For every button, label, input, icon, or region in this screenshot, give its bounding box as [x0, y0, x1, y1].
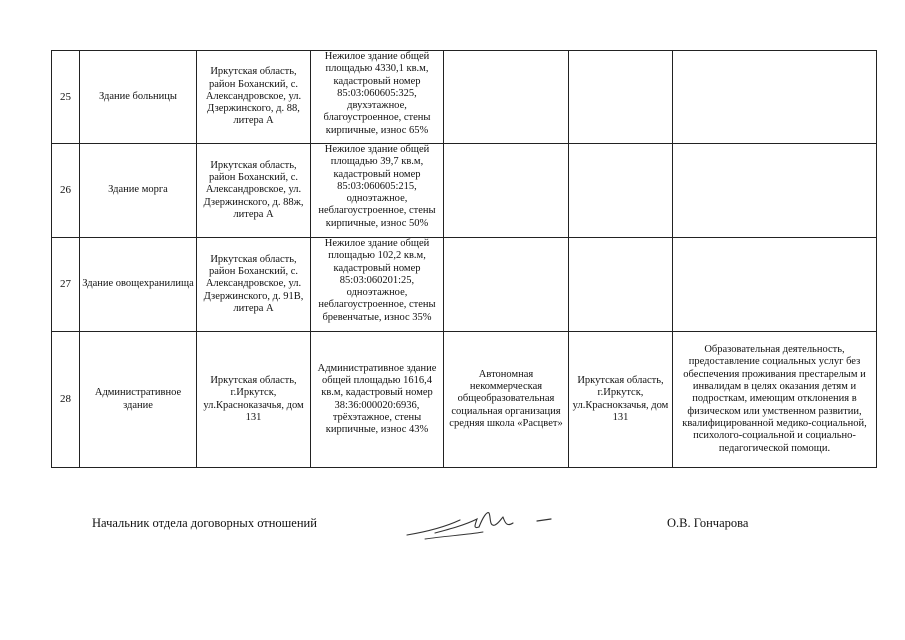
object-address: Иркутская область, район Боханский, с. Александровское, ул. Дзержинского, д. 91В, литера А	[197, 238, 311, 332]
table-row	[52, 144, 877, 238]
activity	[673, 144, 877, 238]
owner-address	[569, 51, 673, 144]
row-number: 26	[52, 144, 80, 238]
object-name: Здание овощехранилища	[80, 238, 197, 332]
table-row	[52, 332, 877, 468]
signatory-name: О.В. Гончарова	[667, 516, 749, 530]
object-address: Иркутская область, г.Иркутск, ул.Красноказачья, дом 131	[197, 332, 311, 468]
object-description: Нежилое здание общей площадью 39,7 кв.м, кадастровый номер 85:03:060605:215, одноэтажное, неблагоустроенное, стены кирпичные, износ 50%	[311, 144, 444, 238]
object-name: Здание морга	[80, 144, 197, 238]
row-number: 27	[52, 238, 80, 332]
object-description: Нежилое здание общей площадью 102,2 кв.м, кадастровый номер 85:03:060201:25, одноэтажное, неблагоустроенное, стены бревенчатые, износ 35%	[311, 238, 444, 332]
table-row	[52, 238, 877, 332]
object-address: Иркутская область, район Боханский, с. Александровское, ул. Дзержинского, д. 88ж, литера А	[197, 144, 311, 238]
signatory-position: Начальник отдела договорных отношений	[92, 516, 317, 530]
activity	[673, 238, 877, 332]
signature-image	[405, 505, 555, 545]
owner-name	[444, 144, 569, 238]
table-row	[52, 51, 877, 144]
owner-address	[569, 144, 673, 238]
property-table	[51, 50, 877, 468]
object-description: Нежилое здание общей площадью 4330,1 кв.м, кадастровый номер 85:03:060605:325, двухэтажное, благоустроенное, стены кирпичные, износ 65%	[311, 51, 444, 144]
owner-name	[444, 238, 569, 332]
object-name: Административное здание	[80, 332, 197, 468]
owner-name	[444, 51, 569, 144]
owner-address	[569, 238, 673, 332]
row-number: 25	[52, 51, 80, 144]
object-name: Здание больницы	[80, 51, 197, 144]
row-number: 28	[52, 332, 80, 468]
activity	[673, 51, 877, 144]
activity: Образовательная деятельность, предоставление социальных услуг без обеспечения проживания престарелым и инвалидам в целях оказания детям и подросткам, имеющим отклонения в физическом или умственном развитии, квалифицированной медико-социальной, психолого-социальной и социально-педагогической помощи.	[673, 332, 877, 468]
object-description: Административное здание общей площадью 1616,4 кв.м, кадастровый номер 38:36:000020:6936, трёхэтажное, стены кирпичные, износ 43%	[311, 332, 444, 468]
owner-address: Иркутская область, г.Иркутск, ул.Краснокзачья, дом 131	[569, 332, 673, 468]
object-address: Иркутская область, район Боханский, с. Александровское, ул. Дзержинского, д. 88, литера А	[197, 51, 311, 144]
owner-name: Автономная некоммерческая общеобразовательная социальная организация средняя школа «Расцвет»	[444, 332, 569, 468]
